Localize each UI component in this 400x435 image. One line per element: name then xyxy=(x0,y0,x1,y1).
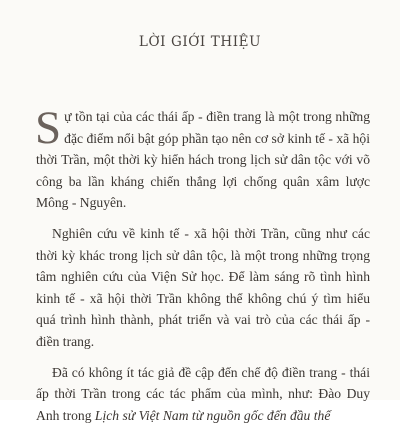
paragraph-1 xyxy=(35,102,370,214)
drop-cap: S xyxy=(35,102,62,154)
body-text xyxy=(35,102,370,435)
page-title: LỜI GIỚI THIỆU xyxy=(138,34,262,50)
paragraph-3 xyxy=(36,362,370,427)
paragraph-3-text: Đã có không ít tác giả đề cập đến chế độ điền trang - thái ấp thời Trần trong các tác phẩm của mình, như: Đào Duy Anh trong xyxy=(36,364,370,423)
paragraph-1-text: ự tồn tại của các thái ấp - điền trang là một trong những đặc điểm nổi bật góp phần tạo nên cơ sở kinh tế - xã hội thời Trần, một thời kỳ hiển hách trong lịch sử dân tộc với võ công ba lần kháng chiến thắng lợi chống quân xâm lược Mông - Nguyên. xyxy=(36,109,370,211)
paragraph-2 xyxy=(36,223,370,353)
paragraph-2-text: Nghiên cứu về kinh tế - xã hội thời Trần, cũng như các thời kỳ khác trong lịch sử dân tộc, là một trong những trọng tâm nghiên cứu của Viện Sử học. Để làm sáng rõ tình hình kinh tế - xã hội thời Trần không thể không chú ý tìm hiểu quá trình hình thành, phát triển và vai trò của các thái ấp - điền trang. xyxy=(36,225,370,349)
book-title-italic: Lịch sử Việt Nam từ nguồn gốc đến đầu thế xyxy=(94,407,331,423)
